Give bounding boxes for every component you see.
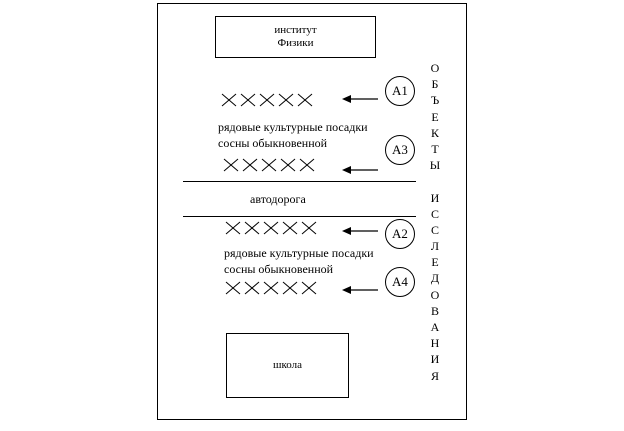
vertical-title xyxy=(428,60,442,384)
vertical-title-char xyxy=(428,173,442,189)
road-edge-bottom xyxy=(183,216,416,217)
marker-a4: А4 xyxy=(385,267,415,297)
vertical-title-char: С xyxy=(430,222,439,237)
tree-row-4 xyxy=(225,281,317,295)
road-edge-top xyxy=(183,181,416,182)
tree-mark xyxy=(263,221,279,235)
tree-row-3 xyxy=(225,221,317,235)
school-box xyxy=(226,333,349,398)
vertical-title-char: Ы xyxy=(429,158,441,173)
tree-row-1 xyxy=(221,93,313,107)
tree-mark xyxy=(282,221,298,235)
institute-label-line-2: Физики xyxy=(277,37,314,49)
tree-mark xyxy=(297,93,313,107)
tree-mark xyxy=(278,93,294,107)
institute-box xyxy=(215,16,376,58)
institute-label-line-1: институт xyxy=(274,24,317,36)
tree-mark xyxy=(261,158,277,172)
tree-mark xyxy=(225,221,241,235)
tree-mark xyxy=(282,281,298,295)
tree-mark xyxy=(259,93,275,107)
plantings-label-top-line-1: рядовые культурные посадки xyxy=(218,120,368,134)
school-label: школа xyxy=(273,359,302,371)
tree-mark xyxy=(225,281,241,295)
plantings-label-bottom-line-2: сосны обыкновенной xyxy=(224,262,334,276)
marker-a2: А2 xyxy=(385,219,415,249)
marker-a1: А1 xyxy=(385,76,415,106)
vertical-title-char: Д xyxy=(430,271,440,286)
tree-mark xyxy=(221,93,237,107)
vertical-title-char: Б xyxy=(431,77,439,92)
vertical-title-char: Н xyxy=(430,336,440,351)
arrow-a1 xyxy=(342,94,378,104)
vertical-title-char: Я xyxy=(430,368,439,383)
tree-mark xyxy=(240,93,256,107)
vertical-title-char: Л xyxy=(430,239,440,254)
plantings-label-top xyxy=(218,119,368,151)
vertical-title-char: В xyxy=(430,303,439,318)
tree-mark xyxy=(263,281,279,295)
vertical-title-char: Е xyxy=(431,109,439,124)
marker-a3: А3 xyxy=(385,135,415,165)
vertical-title-char: Ъ xyxy=(430,93,440,108)
vertical-title-char: И xyxy=(430,352,440,367)
arrow-a2 xyxy=(342,226,378,236)
tree-mark xyxy=(242,158,258,172)
vertical-title-char: О xyxy=(430,287,440,302)
plantings-label-bottom xyxy=(224,245,374,277)
tree-row-2 xyxy=(223,158,315,172)
plantings-label-bottom-line-1: рядовые культурные посадки xyxy=(224,246,374,260)
tree-mark xyxy=(223,158,239,172)
vertical-title-char: О xyxy=(430,61,440,75)
vertical-title-char: С xyxy=(430,206,439,221)
arrow-a4 xyxy=(342,285,378,295)
tree-mark xyxy=(244,281,260,295)
vertical-title-char: Е xyxy=(431,255,439,270)
tree-mark xyxy=(301,221,317,235)
vertical-title-char: Т xyxy=(431,141,439,156)
tree-mark xyxy=(301,281,317,295)
tree-mark xyxy=(280,158,296,172)
vertical-title-char: И xyxy=(430,190,440,205)
tree-mark xyxy=(244,221,260,235)
vertical-title-char: К xyxy=(430,125,439,140)
road-label: автодорога xyxy=(250,192,306,206)
vertical-title-char: А xyxy=(430,320,440,334)
arrow-a3 xyxy=(342,165,378,175)
plantings-label-top-line-2: сосны обыкновенной xyxy=(218,136,328,150)
tree-mark xyxy=(299,158,315,172)
